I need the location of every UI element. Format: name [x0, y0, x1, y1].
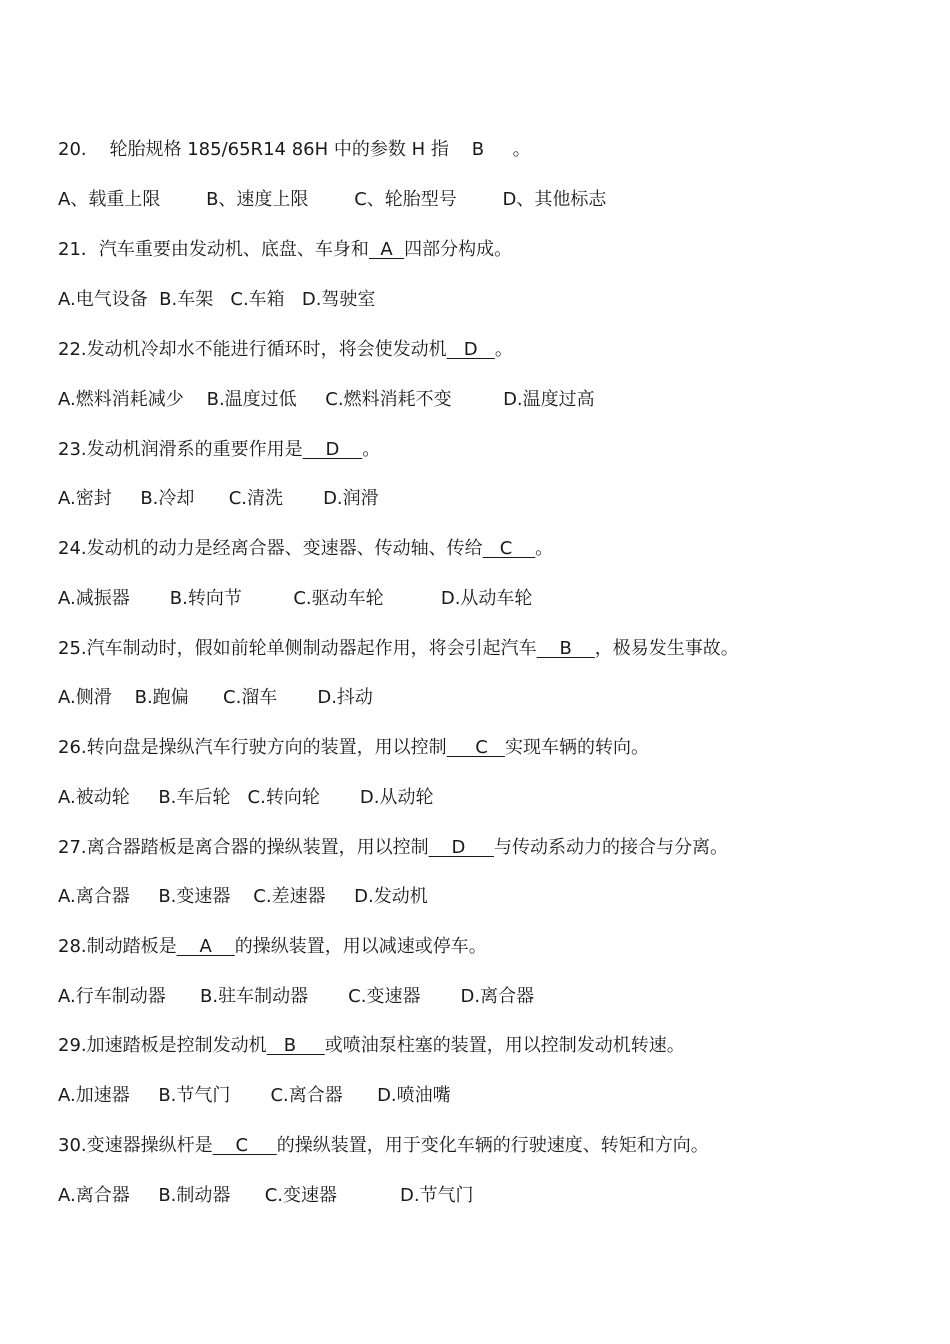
question-text: 29.加速踏板是控制发动机 [58, 1035, 267, 1056]
answer-blank: C [482, 538, 536, 559]
options-22 [58, 388, 595, 412]
question-26 [58, 736, 649, 760]
answer-blank: C [212, 1135, 277, 1156]
options-text: A.燃料消耗减少 B.温度过低 C.燃料消耗不变 D.温度过高 [58, 389, 595, 410]
options-text: A.行车制动器 B.驻车制动器 C.变速器 D.离合器 [58, 986, 535, 1007]
question-text-end: 四部分构成。 [404, 239, 513, 260]
options-text: A.离合器 B.变速器 C.差速器 D.发动机 [58, 886, 428, 907]
answer-blank: C [446, 737, 505, 758]
question-text: 24.发动机的动力是经离合器、变速器、传动轴、传给 [58, 538, 483, 559]
question-20 [58, 138, 531, 162]
options-26 [58, 786, 434, 810]
options-21 [58, 288, 375, 312]
question-text: 21．汽车重要由发动机、底盘、车身和 [58, 239, 369, 260]
options-text: A.被动轮 B.车后轮 C.转向轮 D.从动轮 [58, 787, 434, 808]
question-text: 28.制动踏板是 [58, 936, 177, 957]
options-25 [58, 686, 373, 710]
options-28 [58, 985, 534, 1009]
question-text-end: 的操纵装置，用于变化车辆的行驶速度、转矩和方向。 [276, 1135, 709, 1156]
answer-blank: D [428, 837, 494, 858]
question-text-end: 。 [494, 339, 513, 360]
options-27 [58, 885, 428, 909]
question-text-end: ，极易发生事故。 [594, 638, 739, 659]
options-text: A、载重上限 B、速度上限 C、轮胎型号 D、其他标志 [58, 189, 607, 210]
question-text: 26.转向盘是操纵汽车行驶方向的装置，用以控制 [58, 737, 447, 758]
options-text: A.密封 B.冷却 C.清洗 D.润滑 [58, 488, 379, 509]
question-text: 22.发动机冷却水不能进行循环时，将会使发动机 [58, 339, 447, 360]
options-24 [58, 587, 532, 611]
options-text: A.电气设备 B.车架 C.车箱 D.驾驶室 [58, 289, 376, 310]
options-text: A.减振器 B.转向节 C.驱动车轮 D.从动车轮 [58, 588, 533, 609]
options-30 [58, 1184, 474, 1208]
question-29 [58, 1034, 685, 1058]
question-21 [58, 238, 512, 262]
question-30 [58, 1134, 709, 1158]
options-23 [58, 487, 379, 511]
question-text: 25.汽车制动时，假如前轮单侧制动器起作用，将会引起汽车 [58, 638, 537, 659]
question-text-end: 的操纵装置，用以减速或停车。 [234, 936, 487, 957]
question-text-end: 。 [362, 439, 381, 460]
options-text: A.离合器 B.制动器 C.变速器 D.节气门 [58, 1185, 474, 1206]
question-27 [58, 836, 728, 860]
answer-blank: A [176, 936, 235, 957]
options-20 [58, 188, 606, 212]
question-text-end: 实现车辆的转向。 [504, 737, 649, 758]
answer-blank: B [266, 1035, 325, 1056]
question-25 [58, 637, 739, 661]
options-text: A.侧滑 B.跑偏 C.溜车 D.抖动 [58, 687, 373, 708]
question-text: 30.变速器操纵杆是 [58, 1135, 213, 1156]
answer-blank: D [302, 439, 363, 460]
question-text-end: 或喷油泵柱塞的装置，用以控制发动机转速。 [324, 1035, 685, 1056]
question-text: 20. 轮胎规格 185/65R14 86H 中的参数 H 指 B 。 [58, 139, 531, 160]
answer-blank: A [368, 239, 405, 260]
question-text-end: 。 [535, 538, 554, 559]
answer-blank: B [536, 638, 595, 659]
question-23 [58, 438, 380, 462]
question-text-end: 与传动系动力的接合与分离。 [493, 837, 728, 858]
answer-blank: D [446, 339, 495, 360]
question-24 [58, 537, 553, 561]
question-28 [58, 935, 487, 959]
question-22 [58, 338, 513, 362]
question-text: 27.离合器踏板是离合器的操纵装置，用以控制 [58, 837, 429, 858]
options-text: A.加速器 B.节气门 C.离合器 D.喷油嘴 [58, 1085, 451, 1106]
question-text: 23.发动机润滑系的重要作用是 [58, 439, 303, 460]
options-29 [58, 1084, 451, 1108]
